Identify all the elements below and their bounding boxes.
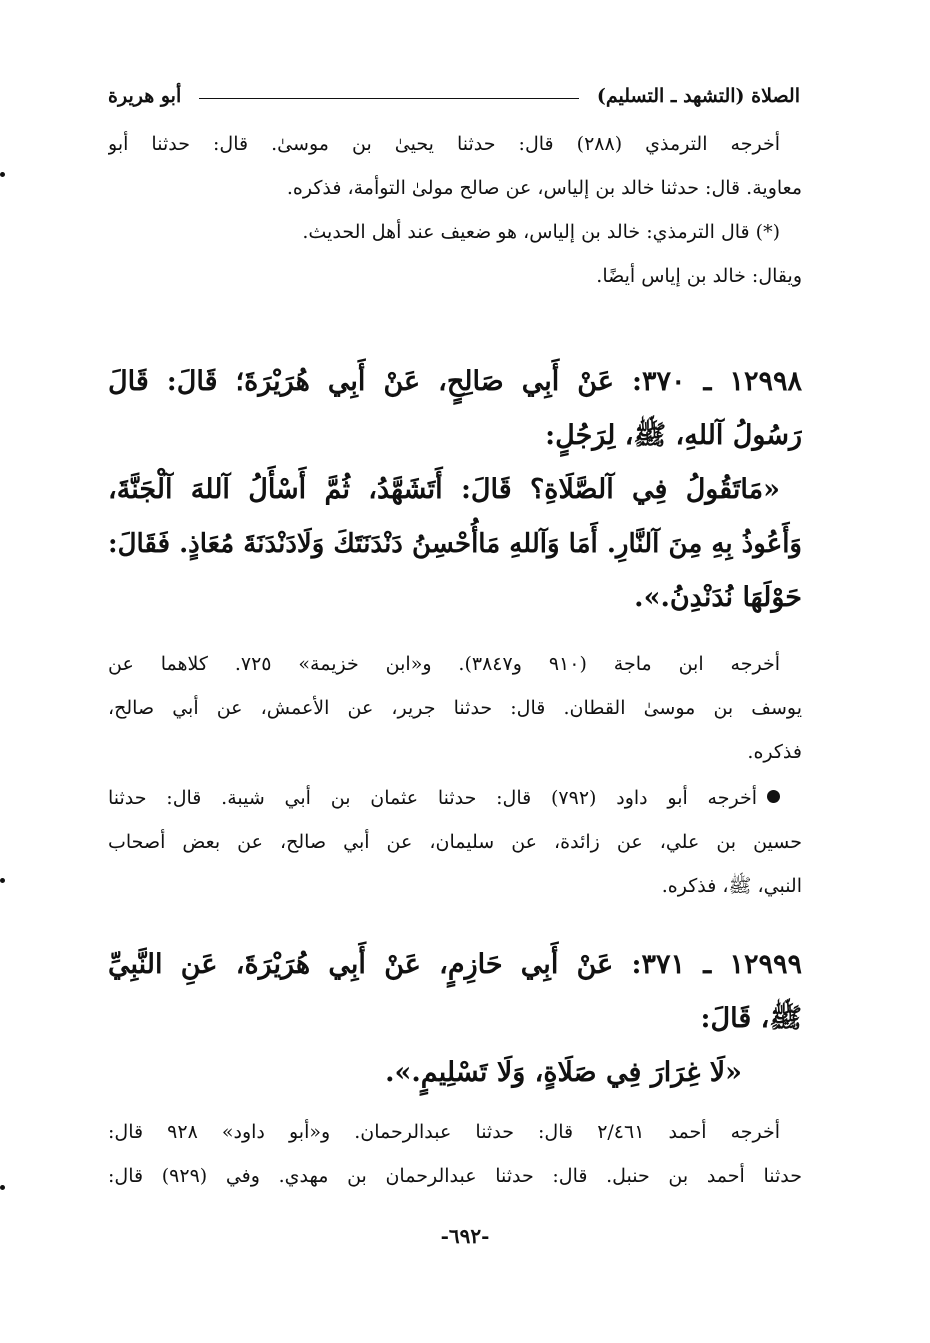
chapter-title: الصلاة (التشهد ـ التسليم) [596,85,800,107]
text-line: أخرجه أحمد ٢/٤٦١ قال: حدثنا عبدالرحمان. و«أبو داود» ٩٢٨ قال: [108,1121,781,1143]
narrator-name: أبو هريرة [108,85,182,107]
footnote-ahmad [108,1110,802,1198]
text-line: أخرجه ابن ماجة (٩١٠ و٣٨٤٧). و«ابن خزيمة» ٧٢٥. كلاهما عن [108,653,780,675]
hadith-line: رَسُولُ آللهِ، ﷺ، لِرَجُلٍ: [545,420,802,451]
text-line: حدثنا أحمد بن حنبل. قال: حدثنا عبدالرحمان بن مهدي. وفي (٩٢٩) قال: [108,1165,802,1187]
hadith-line: «مَاتَقُولُ فِي آلصَّلَاةِ؟ قَالَ: أَتَشَهَّدُ، ثُمَّ أَسْأَلُ آللهَ آلْجَنَّةَ، [108,474,780,505]
hadith-12998 [108,355,802,625]
scan-mark [0,878,5,883]
hadith-line: ١٢٩٩٩ ـ ٣٧١: عَنْ أَبِي حَازِمٍ، عَنْ أَبِي هُرَيْرَةَ، عَنِ النَّبِيِّ [108,949,802,980]
footnote-tirmidhi [108,122,802,298]
hadith-line: حَوْلَهَا نُدَنْدِنُ.». [634,582,802,613]
footnote-ibn-majah [108,642,802,774]
text-line: أخرجه الترمذي (٢٨٨) قال: حدثنا يحيىٰ بن موسىٰ. قال: حدثنا أبو [108,133,780,155]
text-line: النبي، ﷺ، فذكره. [661,875,802,897]
hadith-line: وَأَعُوذُ بِهِ مِنَ آلنَّارِ. أَمَا وَآللهِ مَاأُحْسِنُ دَنْدَنَتَكَ وَلَادَنْدَنَةَ مُعَاذٍ. فَقَالَ: [108,529,802,559]
scan-mark [0,1185,5,1190]
hadith-line: «لَا غِرَارَ فِي صَلَاةٍ، وَلَا تَسْلِيمٍ.». [385,1057,742,1088]
text-line: ويقال: خالد بن إياس أيضًا. [596,265,802,287]
text-line: حسين بن علي، عن زائدة، عن سليمان، عن أبي صالح، عن بعض أصحاب [108,831,802,853]
footnote-abu-dawud [108,776,802,908]
header-rule [199,98,579,99]
hadith-line: ١٢٩٩٨ ـ ٣٧٠: عَنْ أَبِي صَالِحٍ، عَنْ أَبِي هُرَيْرَةَ؛ قَالَ: قَالَ [108,366,802,397]
text-line: معاوية. قال: حدثنا خالد بن إلياس، عن صالح مولىٰ التوأمة، فذكره. [286,177,802,199]
running-header [108,80,800,112]
text-line: فذكره. [747,741,802,763]
hadith-12999 [108,938,802,1100]
text-line: يوسف بن موسىٰ القطان. قال: حدثنا جرير، عن الأعمش، عن أبي صالح، [108,697,802,719]
scan-mark [0,172,5,177]
page-number: -٦٩٢- [440,1224,490,1248]
hadith-line: ﷺ، قَالَ: [700,1003,802,1034]
text-line: (*) قال الترمذي: خالد بن إلياس، هو ضعيف عند أهل الحديث. [302,221,780,243]
bullet-dot-icon [767,790,780,803]
text-line: أخرجه أبو داود (٧٩٢) قال: حدثنا عثمان بن أبي شيبة. قال: حدثنا [108,776,802,820]
